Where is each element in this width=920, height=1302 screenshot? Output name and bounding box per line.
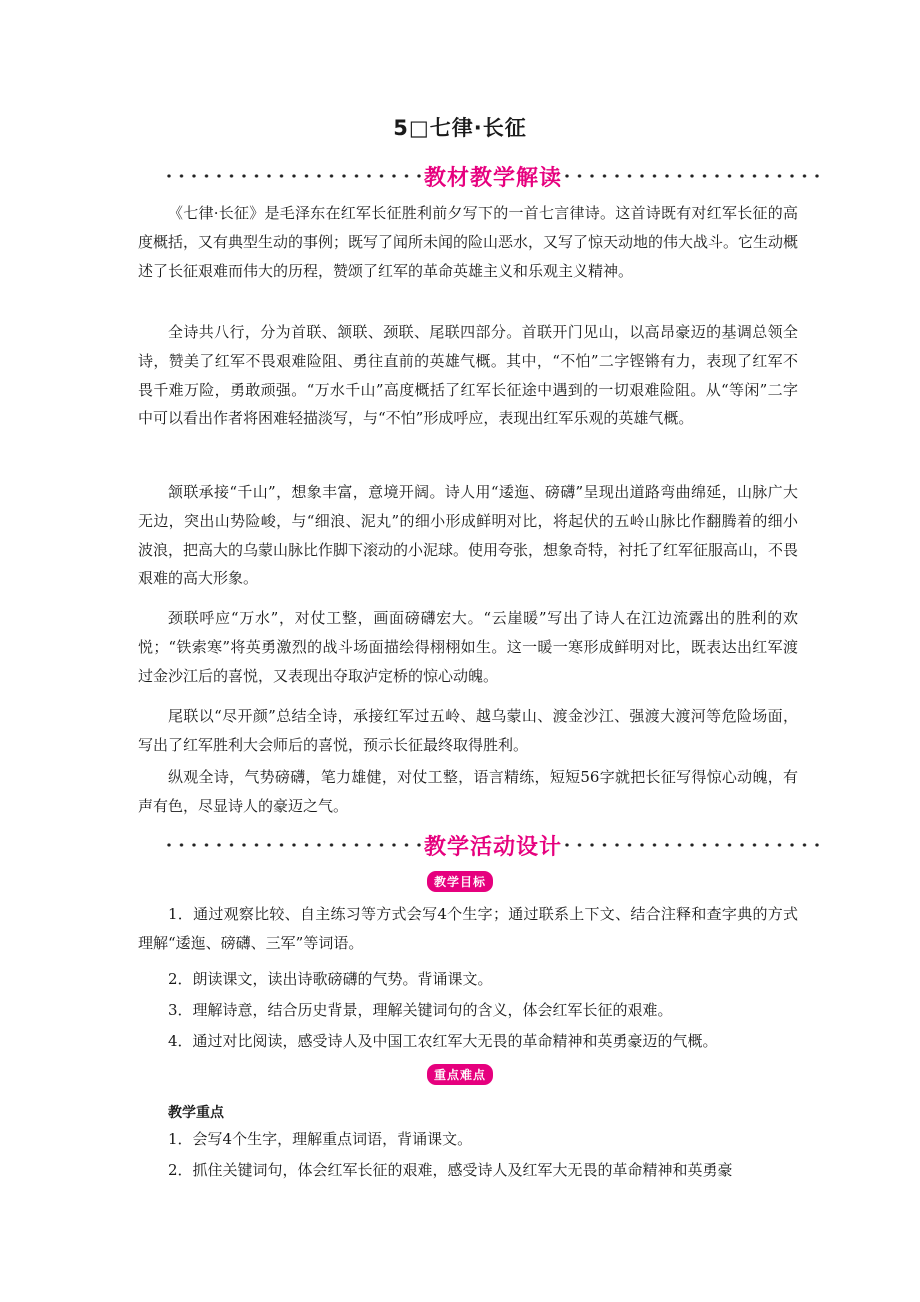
goal-item: 2．朗读课文，读出诗歌磅礴的气势。背诵课文。: [168, 970, 493, 988]
badge-label: 教学目标: [427, 871, 493, 892]
section-heading: 教材教学解读: [424, 165, 563, 191]
dotted-divider-right: [564, 843, 820, 847]
badge-label: 重点难点: [427, 1064, 493, 1085]
teaching-goals-badge: [0, 871, 920, 892]
dotted-divider-left: [166, 843, 422, 847]
teaching-key-points-heading: 教学重点: [168, 1105, 224, 1121]
body-paragraph: 颔联承接“千山”，想象丰富，意境开阔。诗人用“逶迤、磅礴”呈现出道路弯曲绵延，山脉广大无边，突出山势险峻，与“细浪、泥丸”的细小形成鲜明对比，将起伏的五岭山脉比作翻腾着的细小波浪，把高大的乌蒙山脉比作脚下滚动的小泥球。使用夸张，想象奇特，衬托了红军征服高山，不畏艰难的高大形象。: [138, 483, 799, 588]
key-difficulties-badge: [0, 1064, 920, 1085]
section-heading: 教学活动设计: [424, 834, 563, 860]
body-paragraph: 颈联呼应“万水”，对仗工整，画面磅礴宏大。“云崖暖”写出了诗人在江边流露出的胜利的欢悦；“铁索寒”将英勇激烈的战斗场面描绘得栩栩如生。这一暖一寒形成鲜明对比，既表达出红军渡过金沙江后的喜悦，又表现出夺取泸定桥的惊心动魄。: [138, 609, 798, 685]
goal-item: 3．理解诗意，结合历史背景，理解关键词句的含义，体会红军长征的艰难。: [168, 1001, 673, 1019]
body-paragraph: 全诗共八行，分为首联、颔联、颈联、尾联四部分。首联开门见山，以高昂豪迈的基调总领全诗，赞美了红军不畏艰难险阻、勇往直前的英雄气概。其中，“不怕”二字铿锵有力，表现了红军不畏千难万险，勇敢顽强。“万水千山”高度概括了红军长征途中遇到的一切艰难险阻。从“等闲”二字中可以看出作者将困难轻描淡写，与“不怕”形成呼应，表现出红军乐观的英雄气概。: [138, 323, 798, 428]
lesson-title: 5□七律·长征: [393, 116, 527, 140]
body-paragraph: 尾联以“尽开颜”总结全诗，承接红军过五岭、越乌蒙山、渡金沙江、强渡大渡河等危险场面，写出了红军胜利大会师后的喜悦，预示长征最终取得胜利。: [138, 707, 798, 754]
key-point-item: 2．抓住关键词句，体会红军长征的艰难，感受诗人及红军大无畏的革命精神和英勇豪: [168, 1161, 733, 1179]
dotted-divider-left: [166, 174, 422, 178]
section-header-teaching-design: [166, 827, 820, 863]
key-point-item: 1．会写4个生字，理解重点词语，背诵课文。: [168, 1130, 473, 1148]
dotted-divider-right: [564, 174, 820, 178]
intro-paragraph: 《七律·长征》是毛泽东在红军长征胜利前夕写下的一首七言律诗。这首诗既有对红军长征的高度概括，又有典型生动的事例；既写了闻所未闻的险山恶水，又写了惊天动地的伟大战斗。它生动概述了长征艰难而伟大的历程，赞颂了红军的革命英雄主义和乐观主义精神。: [138, 204, 799, 280]
section-header-textbook-interpretation: [166, 158, 820, 194]
body-paragraph: 纵观全诗，气势磅礴，笔力雄健，对仗工整，语言精练，短短56字就把长征写得惊心动魄，有声有色，尽显诗人的豪迈之气。: [138, 768, 798, 815]
goal-item: 4．通过对比阅读，感受诗人及中国工农红军大无畏的革命精神和英勇豪迈的气概。: [168, 1032, 718, 1050]
goal-item: 1．通过观察比较、自主练习等方式会写4个生字；通过联系上下文、结合注释和查字典的方式理解“逶迤、磅礴、三军”等词语。: [138, 905, 798, 952]
